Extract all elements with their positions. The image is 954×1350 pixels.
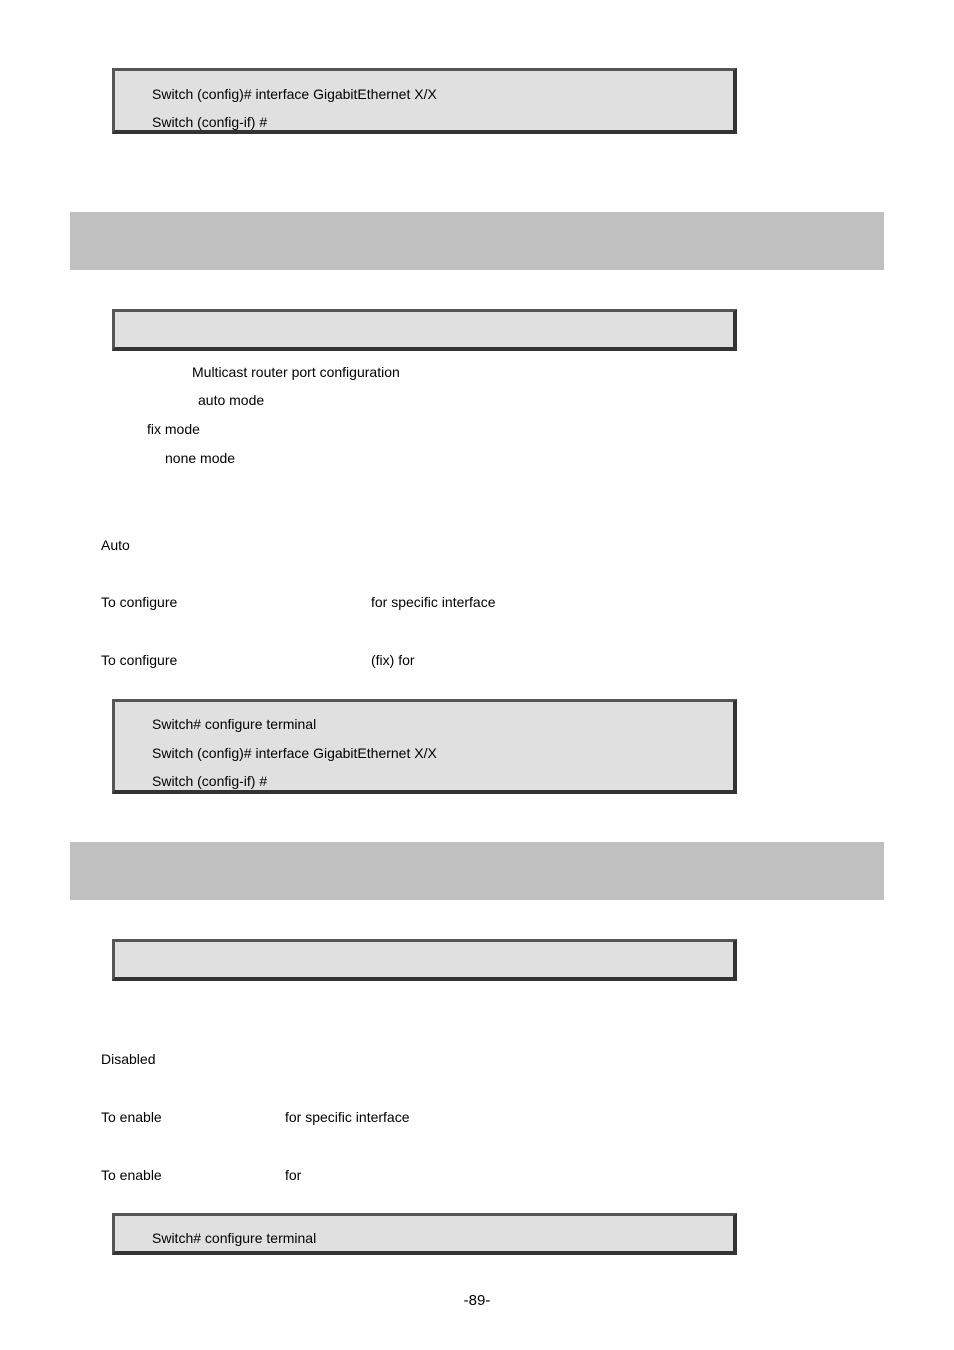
command-line: Switch (config)# interface GigabitEthernet X/X bbox=[152, 745, 437, 761]
usage-text: for specific interface bbox=[285, 1109, 410, 1125]
usage-text: for bbox=[285, 1167, 302, 1183]
section-header-band bbox=[70, 212, 884, 270]
page-number: -89- bbox=[463, 1292, 491, 1309]
usage-text: To configure bbox=[101, 652, 178, 668]
usage-text: (fix) for bbox=[371, 652, 415, 668]
parameter-description: none mode bbox=[165, 450, 236, 466]
command-line: Switch (config)# interface GigabitEthernet X/X bbox=[152, 86, 437, 102]
command-syntax-box bbox=[112, 939, 737, 981]
parameter-description: fix mode bbox=[147, 421, 200, 437]
command-example-box bbox=[112, 68, 737, 134]
command-example-box bbox=[112, 699, 737, 794]
command-line: Switch (config-if) # bbox=[152, 114, 268, 130]
command-line: Switch# configure terminal bbox=[152, 716, 317, 732]
default-value: Disabled bbox=[101, 1051, 156, 1067]
command-syntax-box bbox=[112, 309, 737, 351]
usage-text: To enable bbox=[101, 1109, 162, 1125]
usage-text: for specific interface bbox=[371, 594, 496, 610]
command-example-box bbox=[112, 1213, 737, 1255]
command-line: Switch# configure terminal bbox=[152, 1230, 317, 1246]
usage-text: To configure bbox=[101, 594, 178, 610]
usage-text: To enable bbox=[101, 1167, 162, 1183]
parameter-description: auto mode bbox=[198, 392, 265, 408]
section-header-band bbox=[70, 842, 884, 900]
default-value: Auto bbox=[101, 537, 130, 553]
parameter-description: Multicast router port configuration bbox=[192, 364, 400, 380]
command-line: Switch (config-if) # bbox=[152, 773, 268, 789]
